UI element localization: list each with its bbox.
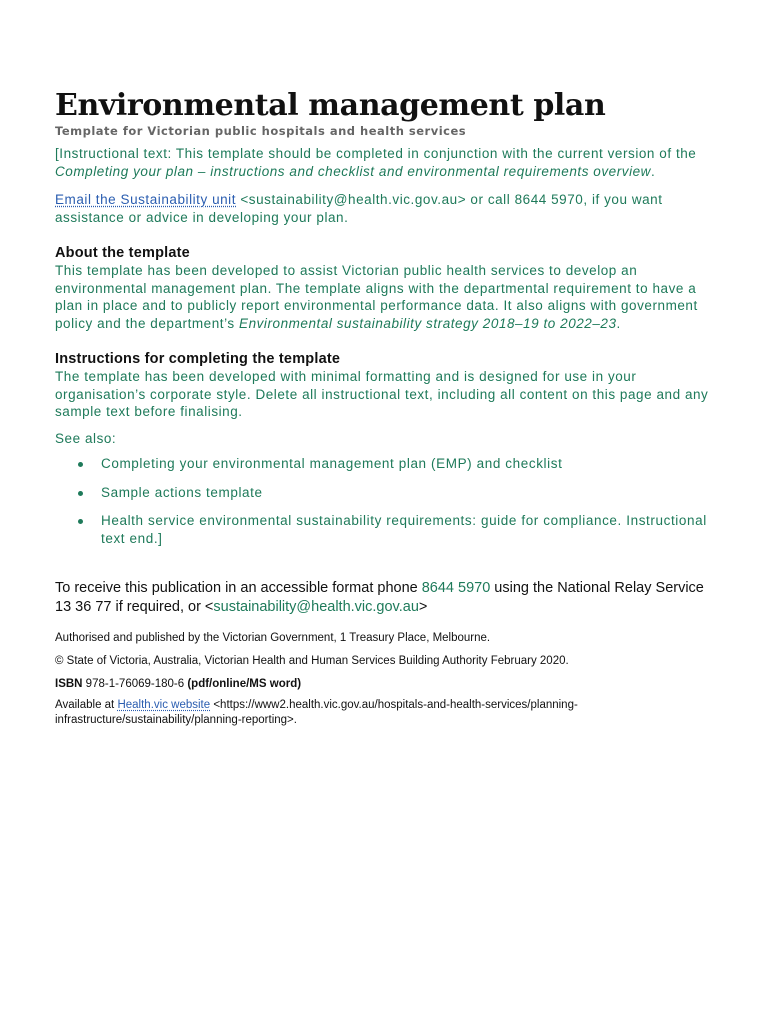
accessibility-text-2: using the National Relay Service 13 36 77 if required, or < bbox=[55, 580, 704, 615]
intro-italic-title: Completing your plan – instructions and checklist and environmental requirements overview bbox=[55, 163, 651, 179]
list-item bbox=[55, 484, 715, 502]
about-text-2: . bbox=[616, 315, 621, 331]
instructions-paragraph: The template has been developed with minimal formatting and is designed for use in your organisation’s corporate style. Delete all instructional text, including all content on this page and any sample text before finalising. bbox=[55, 369, 709, 419]
accessibility-text-3: > bbox=[418, 598, 428, 615]
authorised-line: Authorised and published by the Victorian Government, 1 Treasury Place, Melbourne. bbox=[55, 631, 491, 644]
copyright-line: © State of Victoria, Australia, Victorian Health and Human Services Building Authority February 2020. bbox=[55, 654, 569, 667]
health-vic-website-link[interactable]: Health.vic website bbox=[117, 698, 211, 711]
accessibility-phone: 8644 5970 bbox=[421, 580, 491, 596]
intro-text-1: [Instructional text: This template should be completed in conjunction with the current version of the bbox=[55, 146, 697, 161]
accessibility-email: sustainability@health.vic.gov.au bbox=[213, 598, 419, 615]
accessibility-text-1: To receive this publication in an accessible format phone bbox=[55, 580, 422, 596]
bullet-icon bbox=[78, 462, 83, 467]
instructions-heading: Instructions for completing the template bbox=[55, 351, 341, 367]
available-url: <https://www2.health.vic.gov.au/hospitals-and-health-services/planning-infrastructure/sustainability/planning-reporting>. bbox=[55, 698, 578, 726]
intro-paragraph bbox=[55, 145, 715, 180]
list-item bbox=[55, 512, 715, 547]
list-item-text: Completing your environmental management plan (EMP) and checklist bbox=[101, 456, 563, 471]
list-item bbox=[55, 455, 715, 473]
list-item-text: Sample actions template bbox=[101, 484, 263, 500]
available-prefix: Available at bbox=[55, 698, 118, 711]
about-heading: About the template bbox=[55, 245, 190, 261]
accessibility-paragraph bbox=[55, 579, 715, 616]
bullet-icon bbox=[78, 491, 83, 496]
email-sustainability-link[interactable]: Email the Sustainability unit bbox=[55, 192, 237, 207]
contact-paragraph bbox=[55, 191, 715, 226]
isbn-label: ISBN bbox=[55, 677, 83, 690]
document-page bbox=[55, 88, 715, 728]
isbn-format: (pdf/online/MS word) bbox=[187, 677, 302, 690]
about-text-1: This template has been developed to assist Victorian public health services to develop an environmental management plan. The template aligns with the departmental requirement to have a plan in place and to publicly report environmental performance data. It also aligns with government policy and the department’s bbox=[55, 263, 698, 331]
page-subtitle: Template for Victorian public hospitals and health services bbox=[55, 124, 467, 138]
isbn-value: 978-1-76069-180-6 bbox=[82, 677, 188, 690]
bullet-icon bbox=[78, 519, 83, 524]
about-italic-title: Environmental sustainability strategy 2018–19 to 2022–23 bbox=[239, 315, 617, 331]
list-item-text: Health service environmental sustainability requirements: guide for compliance. Instructional text end.] bbox=[101, 513, 707, 546]
isbn-line bbox=[55, 677, 715, 692]
contact-text: <sustainability@health.vic.gov.au> or call 8644 5970, if you want assistance or advice in developing your plan. bbox=[55, 192, 663, 225]
about-paragraph bbox=[55, 262, 715, 332]
page-title: Environmental management plan bbox=[55, 88, 606, 123]
see-also-list bbox=[55, 455, 715, 547]
intro-text-2: . bbox=[650, 163, 656, 179]
see-also-label: See also: bbox=[55, 430, 117, 446]
available-line bbox=[55, 698, 715, 728]
